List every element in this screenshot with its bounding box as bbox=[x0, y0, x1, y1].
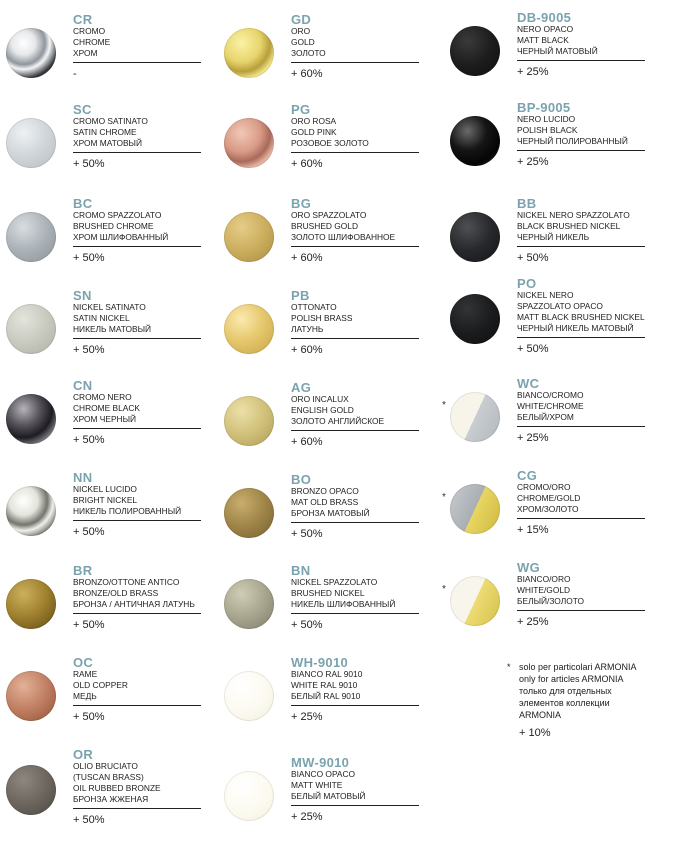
finish-code: GD bbox=[291, 12, 312, 27]
finish-name-line: ЧЕРНЫЙ МАТОВЫЙ bbox=[517, 46, 598, 56]
finish-code: OC bbox=[73, 655, 94, 670]
finish-code: WG bbox=[517, 560, 540, 575]
finish-name-line: WHITE RAL 9010 bbox=[291, 680, 358, 690]
finish-name-line: БРОНЗА ЖЖЕНАЯ bbox=[73, 794, 149, 804]
finish-swatch bbox=[450, 26, 500, 76]
finish-name-line: GOLD PINK bbox=[291, 127, 337, 137]
finish-name-line: BRUSHED GOLD bbox=[291, 221, 359, 231]
finish-item-or bbox=[0, 747, 220, 837]
finish-code: WC bbox=[517, 376, 540, 391]
note-price-surcharge: + 10% bbox=[519, 727, 551, 739]
finish-name-line: (TUSCAN BRASS) bbox=[73, 772, 144, 782]
finish-names bbox=[291, 116, 421, 149]
divider-line bbox=[291, 246, 419, 247]
finish-swatch bbox=[224, 671, 274, 721]
price-surcharge: + 50% bbox=[73, 434, 105, 446]
finish-code: CR bbox=[73, 12, 93, 27]
divider-line bbox=[517, 426, 645, 427]
finish-column bbox=[218, 0, 438, 841]
price-surcharge: + 25% bbox=[517, 616, 549, 628]
finish-swatch bbox=[450, 392, 500, 442]
finish-swatch bbox=[224, 212, 274, 262]
finish-name-line: МЕДЬ bbox=[73, 691, 97, 701]
finish-swatch bbox=[6, 579, 56, 629]
finish-name-line: MATT BLACK BRUSHED NICKEL bbox=[517, 312, 645, 322]
asterisk-marker: * bbox=[442, 400, 446, 411]
finish-name-line: ХРОМ/ЗОЛОТО bbox=[517, 504, 579, 514]
finish-code: WH-9010 bbox=[291, 655, 349, 670]
finish-code: CG bbox=[517, 468, 538, 483]
divider-line bbox=[291, 705, 419, 706]
finish-names bbox=[291, 669, 421, 702]
finish-name-line: РОЗОВОЕ ЗОЛОТО bbox=[291, 138, 369, 148]
asterisk-marker: * bbox=[442, 584, 446, 595]
finish-name-line: ХРОМ ЧЕРНЫЙ bbox=[73, 414, 137, 424]
finish-code: BO bbox=[291, 472, 312, 487]
finish-item-bb bbox=[444, 196, 664, 286]
price-surcharge: + 60% bbox=[291, 68, 323, 80]
price-surcharge: + 50% bbox=[73, 814, 105, 826]
finish-code: BC bbox=[73, 196, 93, 211]
finish-names bbox=[291, 302, 421, 335]
finish-name-line: CROMO/ORO bbox=[517, 482, 571, 492]
finish-name-line: BIANCO/CROMO bbox=[517, 390, 584, 400]
finish-swatch bbox=[6, 671, 56, 721]
finish-swatch bbox=[450, 576, 500, 626]
note-line: только для отдельных bbox=[519, 686, 612, 696]
finish-names bbox=[517, 290, 647, 334]
finish-item-gd bbox=[218, 12, 438, 102]
divider-line bbox=[291, 430, 419, 431]
divider-line bbox=[73, 808, 201, 809]
finish-name-line: BIANCO RAL 9010 bbox=[291, 669, 363, 679]
finish-item-bn bbox=[218, 563, 438, 653]
finish-name-line: БЕЛЫЙ МАТОВЫЙ bbox=[291, 791, 366, 801]
finish-name-line: OIL RUBBED BRONZE bbox=[73, 783, 161, 793]
price-surcharge: + 60% bbox=[291, 252, 323, 264]
finish-swatch bbox=[6, 765, 56, 815]
finish-item-nn bbox=[0, 470, 220, 560]
finish-code: BP-9005 bbox=[517, 100, 571, 115]
divider-line bbox=[73, 152, 201, 153]
finish-name-line: BRUSHED NICKEL bbox=[291, 588, 365, 598]
finish-swatch bbox=[450, 116, 500, 166]
price-surcharge: + 25% bbox=[517, 66, 549, 78]
finish-item-oc bbox=[0, 655, 220, 745]
note-asterisk: * bbox=[507, 662, 511, 672]
divider-line bbox=[291, 805, 419, 806]
finish-code: SC bbox=[73, 102, 92, 117]
asterisk-marker: * bbox=[442, 492, 446, 503]
finish-item-br bbox=[0, 563, 220, 653]
finish-swatch bbox=[450, 484, 500, 534]
price-surcharge: + 50% bbox=[73, 526, 105, 538]
finish-column bbox=[0, 0, 220, 841]
finish-name-line: OLD COPPER bbox=[73, 680, 128, 690]
finish-name-line: БРОНЗА / АНТИЧНАЯ ЛАТУНЬ bbox=[73, 599, 195, 609]
divider-line bbox=[517, 337, 645, 338]
finish-code: CN bbox=[73, 378, 93, 393]
divider-line bbox=[291, 338, 419, 339]
divider-line bbox=[517, 60, 645, 61]
finish-name-line: ХРОМ bbox=[73, 48, 98, 58]
finish-code: AG bbox=[291, 380, 312, 395]
price-surcharge: + 60% bbox=[291, 344, 323, 356]
price-surcharge: + 50% bbox=[517, 252, 549, 264]
finish-name-line: ЛАТУНЬ bbox=[291, 324, 324, 334]
finish-name-line: POLISH BLACK bbox=[517, 125, 578, 135]
finish-name-line: БЕЛЫЙ/ХРОМ bbox=[517, 412, 574, 422]
price-surcharge: + 50% bbox=[73, 344, 105, 356]
finish-names bbox=[73, 484, 203, 517]
finish-code: SN bbox=[73, 288, 92, 303]
finish-name-line: НИКЕЛЬ МАТОВЫЙ bbox=[73, 324, 152, 334]
finish-item-po bbox=[444, 276, 664, 366]
price-surcharge: + 15% bbox=[517, 524, 549, 536]
divider-line bbox=[291, 62, 419, 63]
price-surcharge: + 25% bbox=[291, 811, 323, 823]
finish-item-bo bbox=[218, 472, 438, 562]
finish-name-line: ЗОЛОТО ШЛИФОВАННОЕ bbox=[291, 232, 396, 242]
divider-line bbox=[291, 613, 419, 614]
finish-name-line: SATIN CHROME bbox=[73, 127, 137, 137]
price-surcharge: - bbox=[73, 68, 77, 80]
finish-swatch bbox=[6, 118, 56, 168]
finish-item-bc bbox=[0, 196, 220, 286]
armonia-note bbox=[507, 661, 659, 721]
divider-line bbox=[517, 246, 645, 247]
finish-names bbox=[517, 574, 647, 607]
finish-name-line: CHROME/GOLD bbox=[517, 493, 581, 503]
finish-item-pg bbox=[218, 102, 438, 192]
finish-name-line: ORO ROSA bbox=[291, 116, 337, 126]
finish-names bbox=[291, 26, 421, 59]
finish-name-line: BRONZE/OLD BRASS bbox=[73, 588, 159, 598]
finish-swatch bbox=[224, 488, 274, 538]
finish-name-line: NICKEL SATINATO bbox=[73, 302, 146, 312]
finish-code: BR bbox=[73, 563, 93, 578]
finish-names bbox=[517, 210, 647, 243]
finish-name-line: BRUSHED CHROME bbox=[73, 221, 154, 231]
finish-name-line: RAME bbox=[73, 669, 98, 679]
finish-name-line: CROMO bbox=[73, 26, 106, 36]
divider-line bbox=[73, 338, 201, 339]
price-surcharge: + 50% bbox=[73, 252, 105, 264]
finish-name-line: ЧЕРНЫЙ НИКЕЛЬ bbox=[517, 232, 590, 242]
finish-swatch bbox=[6, 212, 56, 262]
finish-code: OR bbox=[73, 747, 94, 762]
finish-swatch bbox=[224, 28, 274, 78]
finish-name-line: ORO bbox=[291, 26, 311, 36]
price-surcharge: + 50% bbox=[291, 528, 323, 540]
finish-swatch bbox=[224, 304, 274, 354]
finish-name-line: ХРОМ МАТОВЫЙ bbox=[73, 138, 142, 148]
price-surcharge: + 25% bbox=[517, 156, 549, 168]
finish-name-line: ЧЕРНЫЙ ПОЛИРОВАННЫЙ bbox=[517, 136, 628, 146]
finish-item-sc bbox=[0, 102, 220, 192]
finish-name-line: CROMO SPAZZOLATO bbox=[73, 210, 162, 220]
finish-names bbox=[73, 392, 203, 425]
finish-swatch bbox=[6, 28, 56, 78]
finish-swatch bbox=[450, 212, 500, 262]
price-surcharge: + 60% bbox=[291, 158, 323, 170]
finish-name-line: OLIO BRUCIATO bbox=[73, 761, 138, 771]
note-line: only for articles ARMONIA bbox=[519, 674, 624, 684]
price-surcharge: + 50% bbox=[517, 343, 549, 355]
finish-swatch bbox=[224, 118, 274, 168]
finish-swatch bbox=[6, 304, 56, 354]
divider-line bbox=[73, 62, 201, 63]
finish-swatch bbox=[224, 579, 274, 629]
finish-name-line: БРОНЗА МАТОВЫЙ bbox=[291, 508, 370, 518]
finish-name-line: CROMO NERO bbox=[73, 392, 132, 402]
finish-names bbox=[73, 669, 203, 702]
divider-line bbox=[73, 520, 201, 521]
finish-code: PB bbox=[291, 288, 310, 303]
finish-names bbox=[291, 394, 421, 427]
finish-item-pb bbox=[218, 288, 438, 378]
finish-name-line: BRIGHT NICKEL bbox=[73, 495, 138, 505]
finish-names bbox=[517, 114, 647, 147]
finish-name-line: ЗОЛОТО bbox=[291, 48, 326, 58]
finish-code: DB-9005 bbox=[517, 10, 572, 25]
divider-line bbox=[517, 518, 645, 519]
finish-names bbox=[517, 24, 647, 57]
finish-name-line: ЗОЛОТО АНГЛИЙСКОЕ bbox=[291, 416, 385, 426]
finish-name-line: BRONZO OPACO bbox=[291, 486, 359, 496]
finish-swatch bbox=[224, 771, 274, 821]
divider-line bbox=[73, 705, 201, 706]
finish-code: PO bbox=[517, 276, 537, 291]
finish-name-line: WHITE/GOLD bbox=[517, 585, 571, 595]
finish-name-line: MAT OLD BRASS bbox=[291, 497, 359, 507]
finish-names bbox=[73, 302, 203, 335]
finish-names bbox=[73, 577, 203, 610]
finish-name-line: WHITE/CHROME bbox=[517, 401, 584, 411]
note-line: элементов коллекции bbox=[519, 698, 610, 708]
finish-name-line: NICKEL NERO SPAZZOLATO bbox=[517, 210, 630, 220]
finish-name-line: ORO INCALUX bbox=[291, 394, 349, 404]
finish-name-line: НИКЕЛЬ ПОЛИРОВАННЫЙ bbox=[73, 506, 182, 516]
finish-item-cg bbox=[444, 468, 664, 558]
finish-swatch bbox=[6, 394, 56, 444]
finish-item-mw-9010 bbox=[218, 755, 438, 845]
finish-name-line: БЕЛЫЙ/ЗОЛОТО bbox=[517, 596, 584, 606]
price-surcharge: + 50% bbox=[73, 158, 105, 170]
finish-name-line: OTTONATO bbox=[291, 302, 337, 312]
finish-name-line: SPAZZOLATO OPACO bbox=[517, 301, 603, 311]
finish-names bbox=[291, 769, 421, 802]
finish-code: BB bbox=[517, 196, 537, 211]
finish-names bbox=[291, 577, 421, 610]
finish-swatch bbox=[6, 486, 56, 536]
finish-names bbox=[73, 761, 203, 805]
finish-item-db-9005 bbox=[444, 10, 664, 100]
finish-name-line: ENGLISH GOLD bbox=[291, 405, 354, 415]
divider-line bbox=[291, 522, 419, 523]
finish-item-wh-9010 bbox=[218, 655, 438, 745]
finish-name-line: NICKEL LUCIDO bbox=[73, 484, 137, 494]
price-surcharge: + 25% bbox=[517, 432, 549, 444]
finish-names bbox=[73, 116, 203, 149]
finish-name-line: НИКЕЛЬ ШЛИФОВАННЫЙ bbox=[291, 599, 396, 609]
finish-code: MW-9010 bbox=[291, 755, 350, 770]
finish-name-line: SATIN NICKEL bbox=[73, 313, 130, 323]
finish-code: NN bbox=[73, 470, 93, 485]
finish-code: BG bbox=[291, 196, 312, 211]
divider-line bbox=[291, 152, 419, 153]
divider-line bbox=[517, 610, 645, 611]
finish-code: BN bbox=[291, 563, 311, 578]
finish-item-bg bbox=[218, 196, 438, 286]
finish-name-line: NICKEL SPAZZOLATO bbox=[291, 577, 378, 587]
finish-name-line: ЧЕРНЫЙ НИКЕЛЬ МАТОВЫЙ bbox=[517, 323, 634, 333]
price-surcharge: + 50% bbox=[73, 619, 105, 631]
finish-name-line: BIANCO OPACO bbox=[291, 769, 356, 779]
finish-name-line: NICKEL NERO bbox=[517, 290, 574, 300]
finish-name-line: POLISH BRASS bbox=[291, 313, 353, 323]
finish-swatch bbox=[450, 294, 500, 344]
finish-name-line: NERO OPACO bbox=[517, 24, 574, 34]
finish-names bbox=[291, 486, 421, 519]
finish-item-cn bbox=[0, 378, 220, 468]
finish-name-line: BLACK BRUSHED NICKEL bbox=[517, 221, 621, 231]
finish-names bbox=[517, 390, 647, 423]
finish-swatch bbox=[224, 396, 274, 446]
finish-item-wg bbox=[444, 560, 664, 650]
finish-name-line: ХРОМ ШЛИФОВАННЫЙ bbox=[73, 232, 169, 242]
finish-code: PG bbox=[291, 102, 311, 117]
divider-line bbox=[517, 150, 645, 151]
finish-names bbox=[517, 482, 647, 515]
finish-item-ag bbox=[218, 380, 438, 470]
finish-name-line: BRONZO/OTTONE ANTICO bbox=[73, 577, 180, 587]
finish-name-line: NERO LUCIDO bbox=[517, 114, 576, 124]
price-surcharge: + 50% bbox=[291, 619, 323, 631]
price-surcharge: + 50% bbox=[73, 711, 105, 723]
note-line: solo per particolari ARMONIA bbox=[519, 662, 637, 672]
finish-name-line: CHROME bbox=[73, 37, 111, 47]
finish-item-bp-9005 bbox=[444, 100, 664, 190]
finish-item-cr bbox=[0, 12, 220, 102]
divider-line bbox=[73, 428, 201, 429]
note-line: ARMONIA bbox=[519, 710, 562, 720]
price-surcharge: + 60% bbox=[291, 436, 323, 448]
finish-names bbox=[73, 26, 203, 59]
finish-name-line: CHROME BLACK bbox=[73, 403, 141, 413]
price-surcharge: + 25% bbox=[291, 711, 323, 723]
finish-name-line: GOLD bbox=[291, 37, 315, 47]
finish-names bbox=[291, 210, 421, 243]
finish-name-line: MATT BLACK bbox=[517, 35, 569, 45]
finish-item-wc bbox=[444, 376, 664, 466]
finish-name-line: CROMO SATINATO bbox=[73, 116, 148, 126]
finish-name-line: BIANCO/ORO bbox=[517, 574, 571, 584]
divider-line bbox=[73, 613, 201, 614]
finish-name-line: БЕЛЫЙ RAL 9010 bbox=[291, 691, 361, 701]
divider-line bbox=[73, 246, 201, 247]
finish-item-sn bbox=[0, 288, 220, 378]
finish-name-line: ORO SPAZZOLATO bbox=[291, 210, 367, 220]
finish-name-line: MATT WHITE bbox=[291, 780, 343, 790]
finish-names bbox=[73, 210, 203, 243]
